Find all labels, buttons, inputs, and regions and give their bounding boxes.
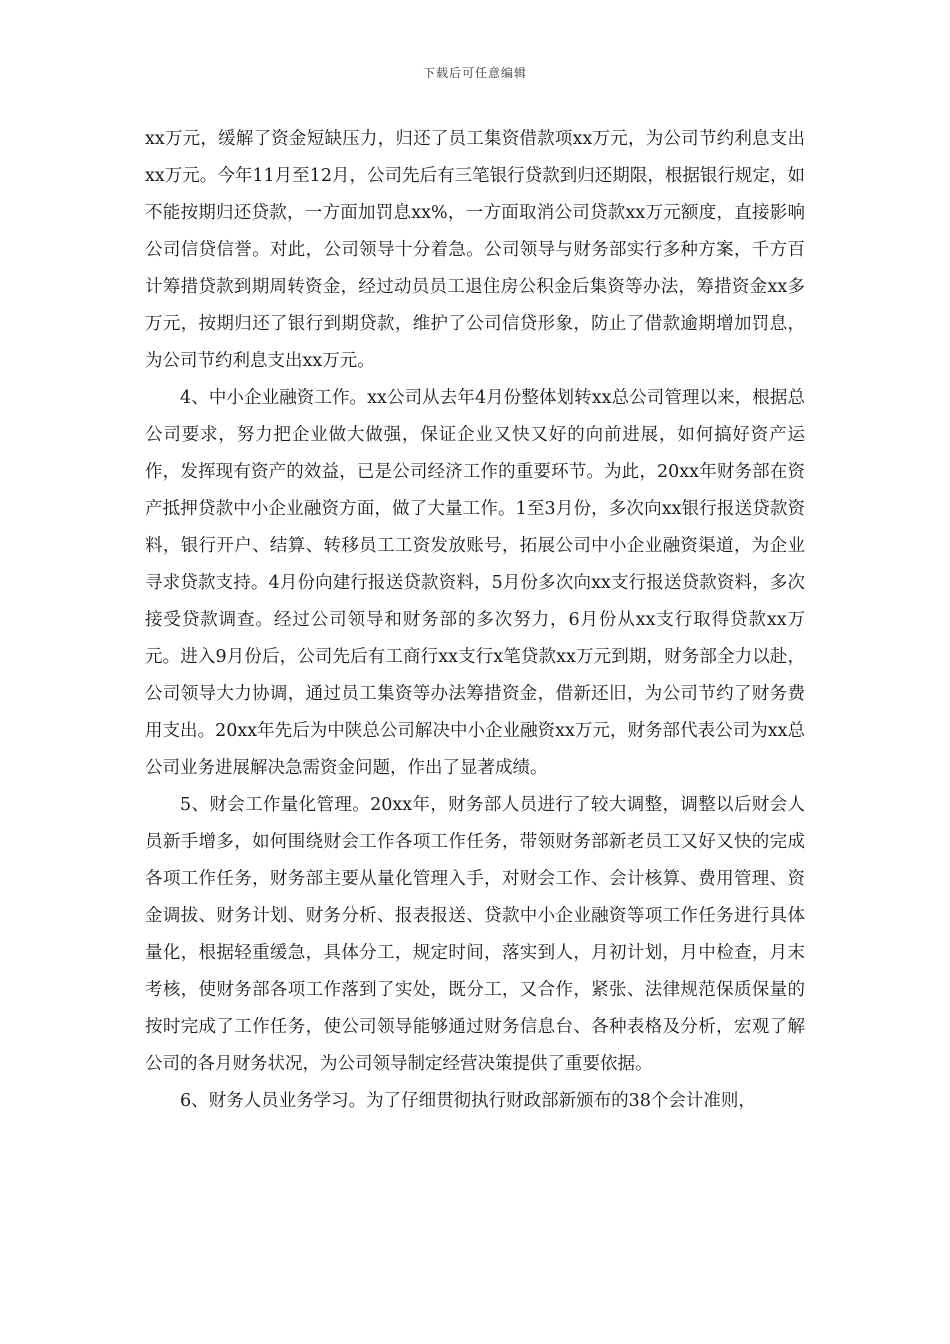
document-body <box>145 121 805 1120</box>
paragraph-3: 5、财会工作量化管理。20xx年，财务部人员进行了较大调整，调整以后财会人员新手增多，如何围绕财会工作各项工作任务，带领财务部新老员工又好又快的完成各项工作任务，财务部主要从量化管理入手，对财会工作、会计核算、费用管理、资金调拔、财务计划、财务分析、报表报送、贷款中小企业融资等项工作任务进行具体量化，根据轻重缓急，具体分工，规定时间，落实到人，月初计划，月中检查，月末考核，使财务部各项工作落到了实处，既分工，又合作，紧张、法律规范保质保量的按时完成了工作任务，使公司领导能够通过财务信息台、各种表格及分析，宏观了解公司的各月财务状况，为公司领导制定经营决策提供了重要依据。 <box>145 795 805 1074</box>
page-header-note: 下载后可任意编辑 <box>422 66 527 80</box>
paragraph-1: xx万元，缓解了资金短缺压力，归还了员工集资借款项xx万元，为公司节约利息支出xx万元。今年11月至12月，公司先后有三笔银行贷款到归还期限，根据银行规定，如不能按期归还贷款，一方面加罚息xx%，一方面取消公司贷款xx万元额度，直接影响公司信贷信誉。对此，公司领导十分着急。公司领导与财务部实行多种方案，千方百计筹措贷款到期周转资金，经过动员员工退住房公积金后集资等办法，筹措资金xx多万元，按期归还了银行到期贷款，维护了公司信贷形象，防止了借款逾期增加罚息，为公司节约利息支出xx万元。 <box>145 129 805 371</box>
paragraph-4: 6、财务人员业务学习。为了仔细贯彻执行财政部新颁布的38个会计准则， <box>180 1091 756 1111</box>
paragraph-2: 4、中小企业融资工作。xx公司从去年4月份整体划转xx总公司管理以来，根据总公司要求，努力把企业做大做强，保证企业又快又好的向前进展，如何搞好资产运作，发挥现有资产的效益，已是公司经济工作的重要环节。为此，20xx年财务部在资产抵押贷款中小企业融资方面，做了大量工作。1至3月份，多次向xx银行报送贷款资料，银行开户、结算、转移员工工资发放账号，拓展公司中小企业融资渠道，为企业寻求贷款支持。4月份向建行报送贷款资料，5月份多次向xx支行报送贷款资料，多次接受贷款调查。经过公司领导和财务部的多次努力，6月份从xx支行取得贷款xx万元。进入9月份后，公司先后有工商行xx支行x笔贷款xx万元到期，财务部全力以赴，公司领导大力协调，通过员工集资等办法筹措资金，借新还旧，为公司节约了财务费用支出。20xx年先后为中陕总公司解决中小企业融资xx万元，财务部代表公司为xx总公司业务进展解决急需资金问题，作出了显著成绩。 <box>145 388 805 778</box>
